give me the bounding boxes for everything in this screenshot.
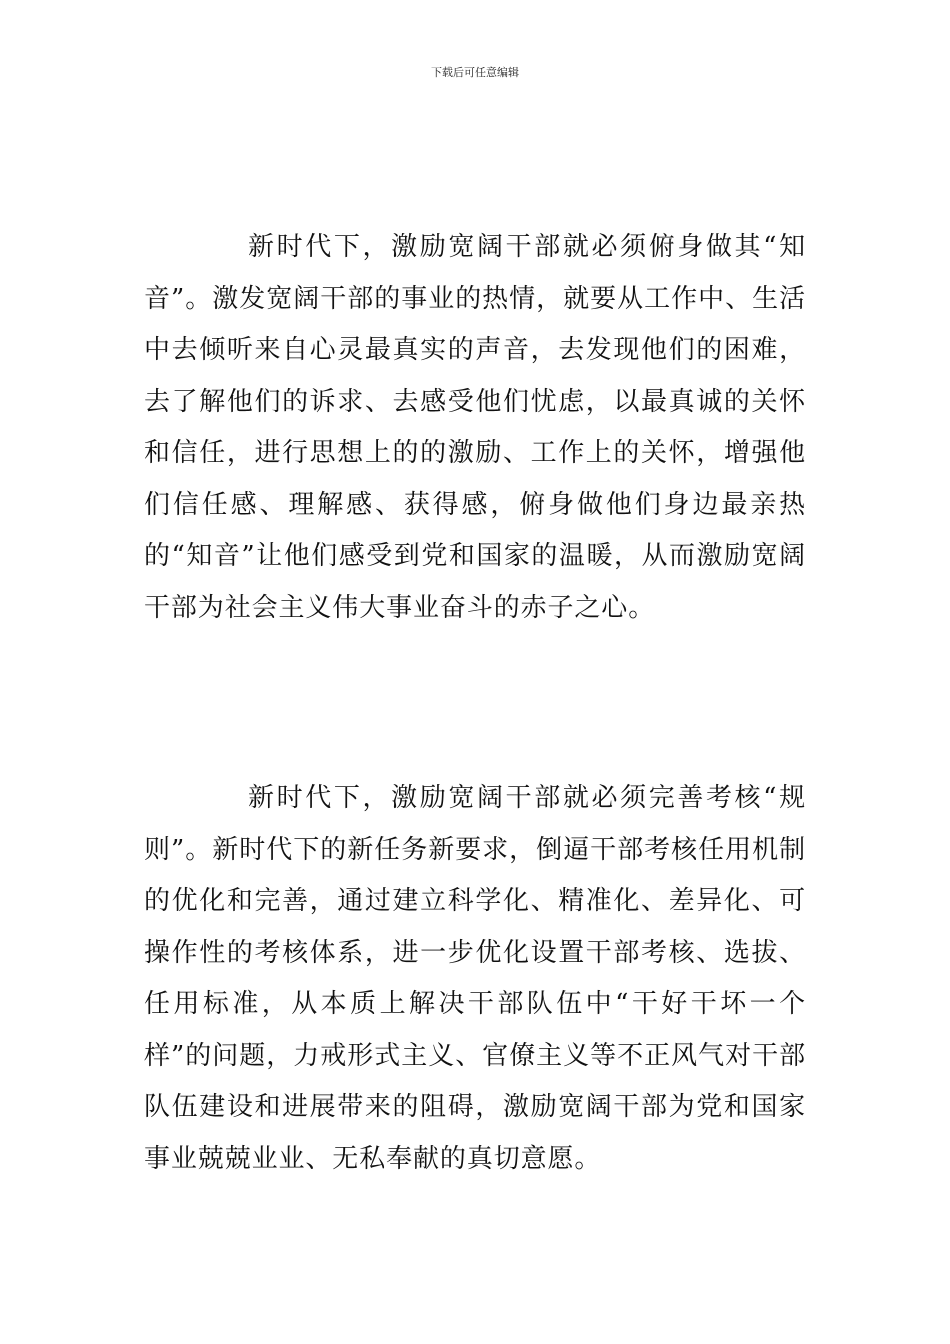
body-paragraph-1: 新时代下，激励宽阔干部就必须俯身做其“知音”。激发宽阔干部的事业的热情，就要从工作中、生活中去倾听来自心灵最真实的声音，去发现他们的困难，去了解他们的诉求、去感受他们忧虑，以最真诚的关怀和信任，进行思想上的的激励、工作上的关怀，增强他们信任感、理解感、获得感，俯身做他们身边最亲热的“知音”让他们感受到党和国家的温暖，从而激励宽阔干部为社会主义伟大事业奋斗的赤子之心。 [144,232,806,623]
header-note: 下载后可任意编辑 [431,66,519,79]
body-paragraph-2: 新时代下，激励宽阔干部就必须完善考核“规则”。新时代下的新任务新要求，倒逼干部考核任用机制的优化和完善，通过建立科学化、精准化、差异化、可操作性的考核体系，进一步优化设置干部考核、选拔、任用标准，从本质上解决干部队伍中“干好干坏一个样”的问题，力戒形式主义、官僚主义等不正风气对干部队伍建设和进展带来的阻碍，激励宽阔干部为党和国家事业兢兢业业、无私奉献的真切意愿。 [144,783,806,1174]
